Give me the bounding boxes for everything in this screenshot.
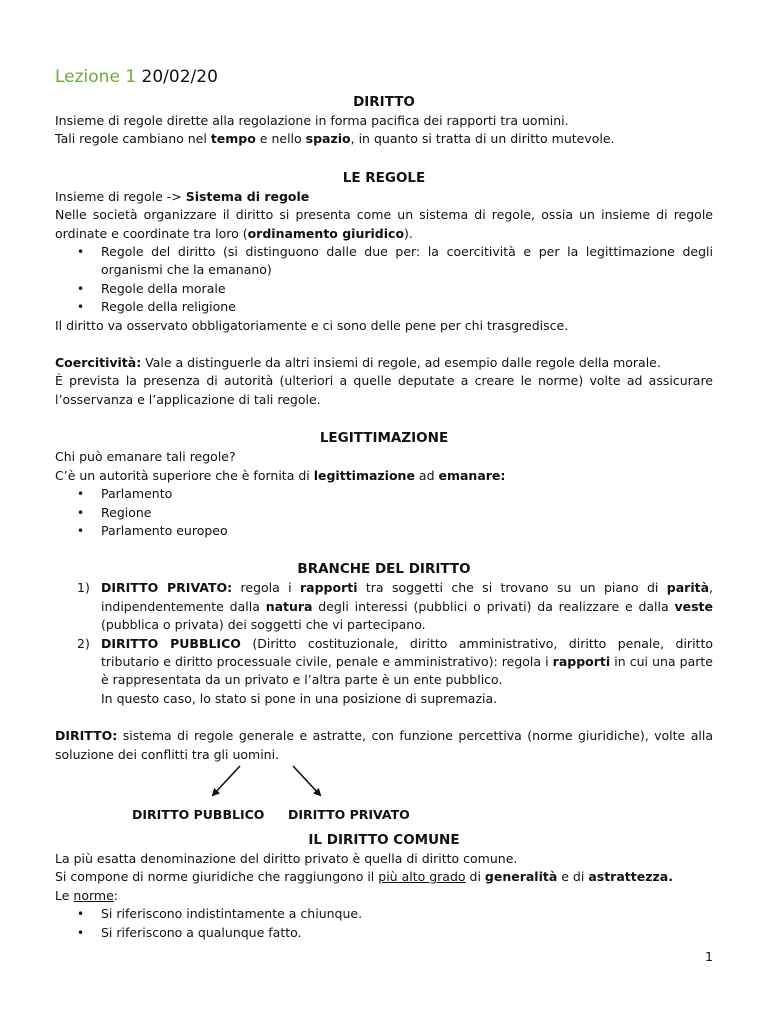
- paragraph: Chi può emanare tali regole?: [55, 449, 236, 465]
- diritto-pubblico-label: DIRITTO PUBBLICO: [132, 806, 265, 822]
- bullet-icon: •: [77, 523, 85, 538]
- section-title-regole: LE REGOLE: [342, 169, 426, 186]
- list-item: • Si riferiscono a qualunque fatto.: [55, 924, 713, 942]
- paragraph: Insieme di regole dirette alla regolazione in forma pacifica dei rapporti tra uomini.: [55, 113, 569, 128]
- paragraph: Il diritto va osservato obbligatoriamente e ci sono delle pene per chi trasgredisce.: [55, 317, 569, 333]
- lesson-label: Lezione 1: [55, 67, 137, 87]
- bullet-icon: •: [77, 300, 85, 315]
- bullet-list: [55, 243, 713, 317]
- list-item: • Regione: [55, 504, 713, 522]
- paragraph: C’è un autorità superiore che è fornita di legittimazione ad emanare:: [55, 467, 506, 483]
- document-page: [55, 64, 713, 942]
- section-title-branche: BRANCHE DEL DIRITTO: [297, 561, 471, 578]
- numbered-list: [55, 579, 713, 708]
- list-item: • Regole della religione: [55, 298, 713, 316]
- paragraph: Si compone di norme giuridiche che raggiungono il più alto grado di generalità e di astrattezza.: [55, 869, 673, 885]
- paragraph: Le norme:: [55, 887, 118, 903]
- bullet-icon: •: [77, 487, 85, 502]
- lesson-heading: [55, 64, 713, 90]
- section-title-legittimazione: LEGITTIMAZIONE: [319, 430, 449, 447]
- list-item: 1) DIRITTO PRIVATO: regola i rapporti tra soggetti che si trovano su un piano di parità, indipendentemente dalla natura degli interessi (pubblici o privati) da realizzare e dalla veste (pubblica o privata) dei soggetti che vi partecipano.: [77, 580, 713, 633]
- list-item: • Si riferiscono indistintamente a chiunque.: [55, 905, 713, 923]
- bullet-icon: •: [77, 907, 85, 922]
- paragraph: DIRITTO: sistema di regole generale e astratte, con funzione percettiva (norme giuridiche), volte alla soluzione dei conflitti tra gli uomini.: [55, 728, 713, 762]
- bullet-icon: •: [77, 925, 85, 940]
- page-number: 1: [705, 949, 713, 964]
- paragraph: Nelle società organizzare il diritto si presenta come un sistema di regole, ossia un insieme di regole ordinate e coordinate tra loro (ordinamento giuridico).: [55, 207, 713, 241]
- section-title-diritto-comune: IL DIRITTO COMUNE: [308, 831, 460, 848]
- list-item: • Parlamento europeo: [55, 522, 713, 540]
- bullet-list: [55, 905, 713, 942]
- lesson-date: 20/02/20: [141, 67, 218, 87]
- paragraph: Tali regole cambiano nel tempo e nello spazio, in quanto si tratta di un diritto mutevole.: [55, 131, 615, 147]
- arrow-diagram: [55, 764, 713, 830]
- bullet-list: [55, 485, 713, 540]
- list-item: • Parlamento: [55, 485, 713, 503]
- list-item: 2) DIRITTO PUBBLICO (Diritto costituzionale, diritto amministrativo, diritto penale, diritto tributario e diritto processuale civile, penale e amministrativo): regola i rapporti in cui una parte è rappresentata da un privato e l’altra parte è un ente pubblico. In questo caso, lo stato si pone in una posizione di supremazia.: [77, 635, 713, 706]
- bullet-icon: •: [77, 281, 85, 296]
- list-item: • Regole della morale: [55, 280, 713, 298]
- diritto-privato-label: DIRITTO PRIVATO: [288, 806, 410, 822]
- paragraph: È prevista la presenza di autorità (ulteriori a quelle deputate a creare le norme) volte ad assicurare l’osservanza e l’applicazione di tali regole.: [55, 373, 713, 407]
- paragraph: Insieme di regole -> Sistema di regole: [55, 188, 310, 204]
- list-item: • Regole del diritto (si distinguono dalle due per: la coercitività e per la legittimazione degli organismi che la emanano): [77, 244, 713, 278]
- paragraph: La più esatta denominazione del diritto privato è quella di diritto comune.: [55, 850, 518, 866]
- bullet-icon: •: [77, 245, 85, 260]
- bullet-icon: •: [77, 505, 85, 520]
- section-title-diritto: DIRITTO: [353, 94, 415, 110]
- paragraph: Coercitività: Vale a distinguerle da altri insiemi di regole, ad esempio dalle regole della morale.: [55, 355, 661, 371]
